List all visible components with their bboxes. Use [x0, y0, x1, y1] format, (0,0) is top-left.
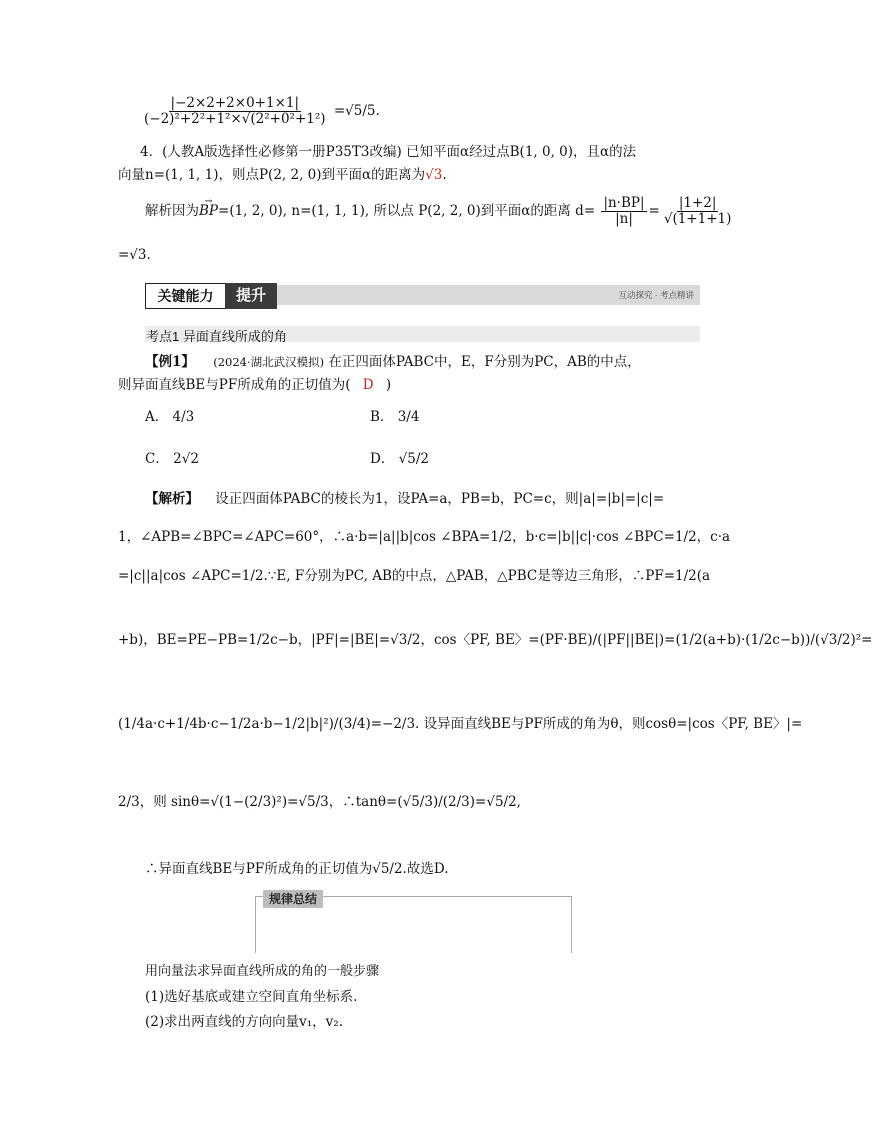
option-a-label: A．: [145, 409, 169, 425]
problem4-line2-prefix: 向量n=(1, 1, 1)，则点P(2, 2, 0)到平面α的距离为: [118, 167, 426, 183]
analysis-tag: 【解析】: [145, 491, 199, 507]
analysis-line1: [145, 487, 664, 507]
problem4-line2-suffix: .: [442, 167, 447, 183]
section-label: 考点1 异面直线所成的角: [146, 329, 287, 344]
top-fraction-numerator: |−2×2+2×0+1×1|: [170, 95, 300, 111]
option-c-label: C．: [145, 451, 169, 467]
analysis-line2: 1，∠APB=∠BPC=∠APC=60°，∴a·b=|a||b|cos ∠BPA=1/2，b·c=|b||c|·cos ∠BPC=1/2，c·a: [118, 529, 731, 545]
option-d-label: D．: [370, 451, 395, 467]
problem4-line2: [118, 163, 447, 183]
example1-line2: [118, 373, 391, 393]
option-b-label: B．: [370, 409, 394, 425]
solution4-mid: =(1, 2, 0), n=(1, 1, 1), 所以点 P(2, 2, 0)到平面α的距离 d=: [218, 202, 596, 219]
analysis-line6: 2/3，则 sinθ=√(1−(2/3)²)=√5/3，∴tanθ=(√5/3)/(2/3)=√5/2,: [118, 794, 521, 810]
solution4-fraction2-numerator: |1+2|: [678, 195, 717, 211]
solution4-line2: =√3.: [118, 247, 151, 263]
example1-stem2-suffix: ): [385, 377, 392, 393]
banner-right-text: 互动探究 · 考点精讲: [618, 290, 694, 300]
top-formula: [140, 96, 380, 127]
bp-vector: → BP: [199, 203, 218, 219]
problem4-answer: √3: [425, 167, 443, 183]
solution4-fraction2-denominator: √(1+1+1): [663, 210, 732, 227]
option-b-value: 3/4: [397, 409, 420, 425]
option-d-value: √5/2: [398, 451, 429, 467]
summary-step1: (1)选好基底或建立空间直角坐标系.: [145, 989, 358, 1005]
analysis-line3: =|c||a|cos ∠APC=1/2.∵E, F分别为PC, AB的中点，△PAB，△PBC是等边三角形，∴PF=1/2(a: [118, 568, 711, 584]
option-c: [145, 447, 199, 467]
summary-tag: 规律总结: [263, 890, 323, 908]
top-fraction: [142, 96, 328, 127]
summary-step2: (2)求出两直线的方向向量v₁，v₂.: [145, 1014, 343, 1030]
solution4-prefix: 解析因为: [145, 202, 199, 219]
top-fraction-denominator: (−2)²+2²+1²×√(2²+0²+1²): [144, 110, 326, 127]
analysis-line4: +b)，BE=PE−PB=1/2c−b，|PF|=|BE|=√3/2，cos〈PF, BE〉=(PF·BE)/(|PF||BE|)=(1/2(a+b)·(1/2c−b))/(√3/2)²=: [118, 632, 872, 648]
solution4-line1: [145, 196, 735, 227]
banner-title-right: 提升: [225, 283, 277, 309]
example1-answer: D: [362, 377, 374, 393]
solution4-fraction1: [601, 196, 646, 227]
analysis-line7: ∴异面直线BE与PF所成角的正切值为√5/2.故选D.: [145, 861, 449, 877]
banner-title-left: 关键能力: [145, 283, 226, 309]
problem4-line1: 4．(人教A版选择性必修第一册P35T3改编) 已知平面α经过点B(1, 0, 0)，且α的法: [140, 144, 637, 160]
option-c-value: 2√2: [173, 451, 199, 467]
example1-line1: [145, 350, 641, 370]
top-formula-result: =√5/5.: [333, 102, 380, 119]
solution4-equals: =: [648, 202, 660, 219]
option-a-value: 4/3: [172, 409, 195, 425]
option-b: [370, 405, 419, 425]
summary-title: 用向量法求异面直线所成的角的一般步骤: [145, 963, 380, 978]
example1-source: (2024·湖北武汉模拟): [213, 355, 325, 369]
analysis-text1: 设正四面体PABC的棱长为1，设PA=a，PB=b，PC=c，则|a|=|b|=|c|=: [215, 491, 665, 507]
solution4-fraction1-denominator: |n|: [615, 210, 633, 227]
option-d: [370, 447, 429, 467]
option-a: [145, 405, 194, 425]
solution4-fraction2: [662, 196, 734, 227]
example1-tag: 【例1】: [145, 354, 195, 370]
example1-stem1: 在正四面体PABC中，E，F分别为PC，AB的中点，: [328, 354, 641, 370]
analysis-line5: (1/4a·c+1/4b·c−1/2a·b−1/2|b|²)/(3/4)=−2/3. 设异面直线BE与PF所成的角为θ，则cosθ=|cos〈PF, BE〉|=: [118, 716, 803, 732]
example1-stem2: 则异面直线BE与PF所成角的正切值为(: [118, 377, 351, 393]
solution4-fraction1-numerator: |n·BP|: [603, 195, 645, 211]
